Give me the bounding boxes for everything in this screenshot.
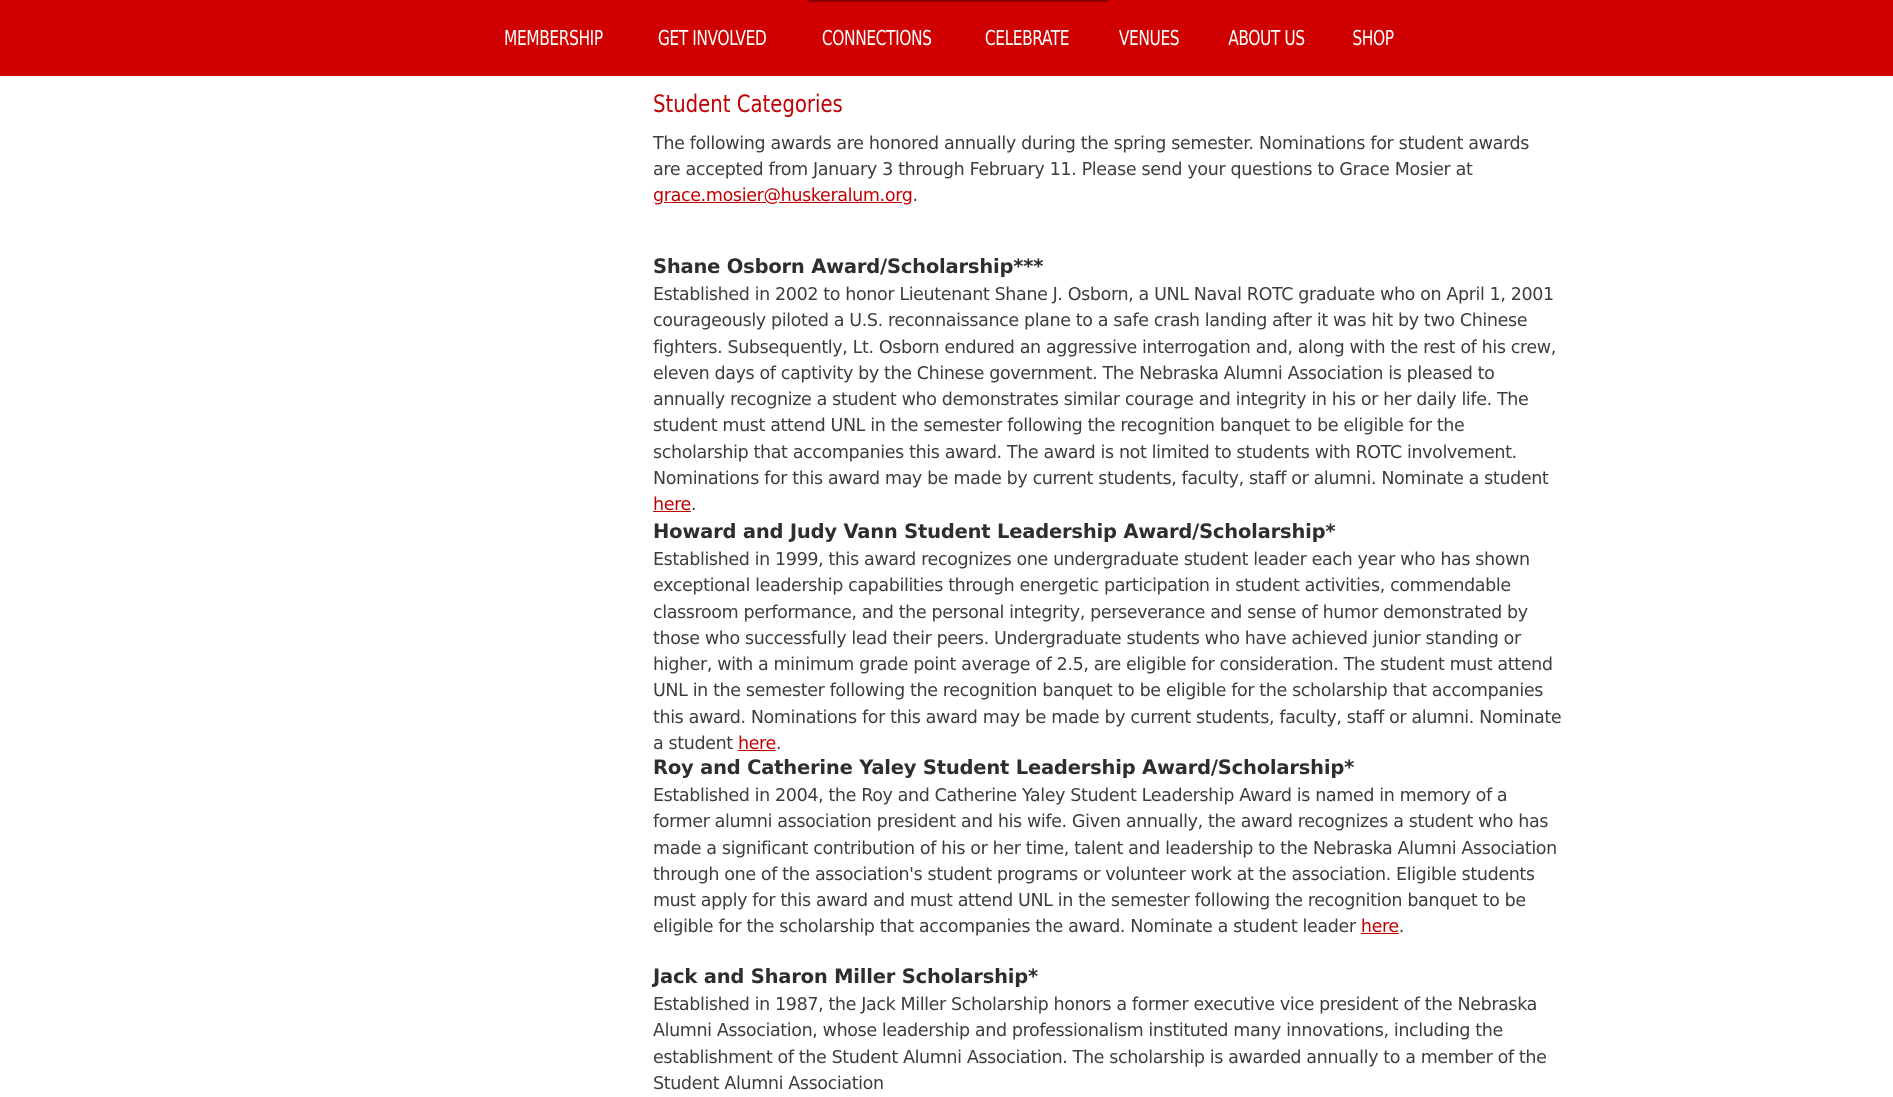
award-description xyxy=(653,992,1563,1097)
nominate-link[interactable]: here xyxy=(737,734,776,755)
award-title: Howard and Judy Vann Student Leadership Award/Scholarship* xyxy=(653,520,1336,543)
contact-email-link[interactable]: grace.mosier@huskeralum.org xyxy=(653,186,913,206)
nominate-link[interactable]: here xyxy=(653,495,691,516)
award-description xyxy=(653,547,1563,757)
nav-item-celebrate[interactable]: CELEBRATE xyxy=(985,26,1070,50)
award-suffix: . xyxy=(1398,917,1404,938)
award-body: Established in 2004, the Roy and Catherine Yaley Student Leadership Award is named in memory of a former alumni association president and his wife. Given annually, the award recognizes a student who has made a significant contribution of his or her time, talent and leadership to the Nebraska Alumni Association through one of the association's student programs or volunteer work at the association. Eligible students must apply for this award and must attend UNL in the semester following the recognition banquet to be eligible for the scholarship that accompanies the award. Nominate a student leader xyxy=(653,786,1557,938)
award-description xyxy=(653,783,1563,941)
award-vann-leadership xyxy=(653,518,1563,757)
nominate-link[interactable]: here xyxy=(1360,917,1399,938)
award-body: Established in 1987, the Jack Miller Scholarship honors a former executive vice president of the Nebraska Alumni Association, whose leadership and professionalism instituted many innovations, including the establishment of the Student Alumni Association. The scholarship is awarded annually to a member of the Student Alumni Association xyxy=(653,995,1547,1094)
award-miller-scholarship xyxy=(653,963,1563,1097)
top-navigation-bar xyxy=(0,0,1893,76)
award-title: Shane Osborn Award/Scholarship*** xyxy=(653,255,1044,278)
nav-menu xyxy=(0,0,1893,76)
nav-item-shop[interactable]: SHOP xyxy=(1352,26,1394,50)
award-title: Jack and Sharon Miller Scholarship* xyxy=(653,965,1039,988)
intro-suffix: . xyxy=(912,186,918,206)
award-shane-osborn xyxy=(653,253,1563,519)
nav-item-about-us[interactable]: ABOUT US xyxy=(1228,26,1305,50)
award-suffix: . xyxy=(690,495,697,516)
nav-item-membership[interactable]: MEMBERSHIP xyxy=(503,26,603,50)
nav-item-connections[interactable]: CONNECTIONS xyxy=(821,26,932,50)
nav-item-get-involved[interactable]: GET INVOLVED xyxy=(657,26,766,50)
intro-text: The following awards are honored annually during the spring semester. Nominations for student awards are accepted from January 3 through February 11. Please send your questions to Grace Mosier at xyxy=(653,134,1530,180)
award-yaley-leadership xyxy=(653,754,1563,941)
intro-paragraph xyxy=(653,131,1533,209)
award-description xyxy=(653,282,1563,519)
award-body: Established in 1999, this award recognizes one undergraduate student leader each year who has shown exceptional leadership capabilities through energetic participation in student activities, commendable classroom performance, and the personal integrity, perseverance and sense of humor demonstrated by those who successfully lead their peers. Undergraduate students who have achieved junior standing or higher, with a minimum grade point average of 2.5, are eligible for consideration. The student must attend UNL in the semester following the recognition banquet to be eligible for the scholarship that accompanies this award. Nominations for this award may be made by current students, faculty, staff or alumni. Nominate a student xyxy=(653,550,1562,755)
section-title: Student Categories xyxy=(653,90,843,118)
award-body: Established in 2002 to honor Lieutenant Shane J. Osborn, a UNL Naval ROTC graduate who on April 1, 2001 courageously piloted a U.S. reconnaissance plane to a safe crash landing after it was hit by two Chinese fighters. Subsequently, Lt. Osborn endured an aggressive interrogation and, along with the rest of his crew, eleven days of captivity by the Chinese government. The Nebraska Alumni Association is pleased to annually recognize a student who demonstrates similar courage and integrity in his or her daily life. The student must attend UNL in the semester following the recognition banquet to be eligible for the scholarship that accompanies this award. The award is not limited to students with ROTC involvement. Nominations for this award may be made by current students, faculty, staff or alumni. Nominate a student xyxy=(653,285,1556,490)
award-suffix: . xyxy=(775,734,782,755)
nav-item-venues[interactable]: VENUES xyxy=(1119,26,1180,50)
award-title: Roy and Catherine Yaley Student Leadership Award/Scholarship* xyxy=(653,756,1355,779)
